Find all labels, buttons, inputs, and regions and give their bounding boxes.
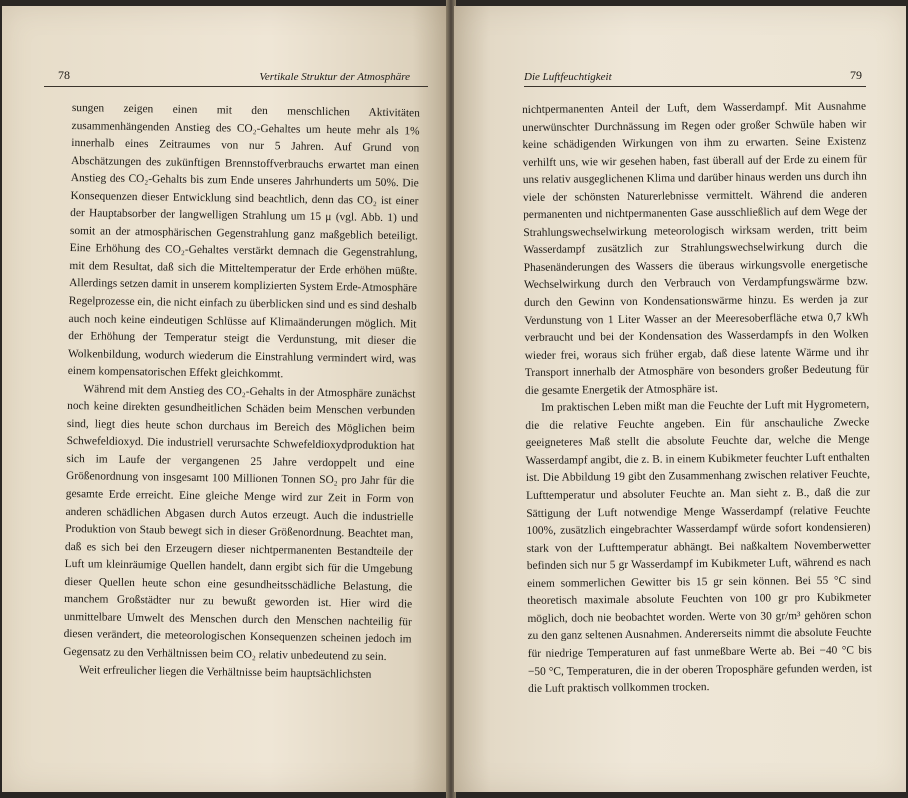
- left-page-body: [63, 100, 420, 684]
- left-running-title: Vertikale Struktur der Atmosphäre: [259, 71, 410, 83]
- right-paragraph-1: nichtpermanenten Anteil der Luft, dem Wasserdampf. Mit Ausnahme unerwünschter Durchnässung im Regen oder großer Schwüle haben wir keine schädigenden Wirkungen von ihm zu erwarten. Seine Existenz verhilft uns, wie wir gesehen haben, fast überall auf der Erde zu einem für uns relativ ausgeglichenen Klima und darüber hinaus werden uns durch ihn viele der schönsten Naturerlebnisse vermittelt. Während die anderen permanenten und nichtpermanenten Gase ausschließlich auf dem Wege der Strahlungswechselwirkung meteorologisch wirksam werden, tritt beim Wasserdampf zusätzlich zur Strahlungswechselwirkung durch die Phasenänderungen des Wassers die überaus wirkungsvolle energetische Wechselwirkung durch den Verbrauch von Verdampfungswärme bzw. durch den Gewinn von Kondensationswärme hinzu. Es werden ja zur Verdunstung von 1 Liter Wasser an der Meeresoberfläche etwa 0,7 kWh verbraucht und bei der Kondensation des Wasserdampfs in den Wolken wieder frei, woraus sich früher ergab, daß diese latente Wärme und ihr Transport innerhalb der Atmosphäre von besonders großer Bedeutung für die gesamte Energetik der Atmosphäre ist.: [522, 100, 869, 397]
- right-running-title: Die Luftfeuchtigkeit: [524, 71, 612, 83]
- right-page: [454, 6, 906, 792]
- right-paragraph-2: Im praktischen Leben mißt man die Feuchte der Luft mit Hygrometern, die die relative Feuchte angeben. Ein für anschauliche Zwecke geeigneteres Maß stellt die absolute Feuchte dar, welche die Menge Wasserdampf angibt, die z. B. in einem Kubikmeter feuchter Luft enthalten ist. Die Abbildung 19 gibt den Zusammenhang zwischen relativer Feuchte, Lufttemperatur und absoluter Feuchte an. Man sieht z. B., daß die zur Sättigung der Luft notwendige Menge Wasserdampf (relative Feuchte 100%, zusätzlich eingebrachter Wasserdampf würde sofort kondensieren) stark von der Lufttemperatur abhängt. Bei naßkaltem Novemberwetter befinden sich nur 5 gr Wasserdampf im Kubikmeter Luft, während es nach einem sommerlichen Gewitter bis 15 gr sein können. Bei 55 °C sind theoretisch maximale absolute Feuchten von 100 gr pro Kubikmeter möglich, doch nie beobachtet worden. Werte von 30 gr/m³ gehören schon zu den ganz seltenen Ausnahmen. Andererseits nimmt die absolute Feuchte für niedrige Temperaturen auf fast unmeßbare Werte ab. Bei −40 °C bis −50 °C, Temperaturen, die in der oberen Troposphäre gefunden werden, ist die Luft praktisch vollkommen trocken.: [525, 398, 873, 696]
- right-page-body: [522, 98, 872, 698]
- left-paragraph-3: Weit erfreulicher liegen die Verhältnisse beim hauptsächlichsten: [78, 663, 372, 681]
- right-page-number: 79: [850, 68, 862, 82]
- right-page-header: [524, 64, 866, 87]
- left-page-number: 78: [58, 68, 70, 82]
- left-paragraph-2: Während mit dem Anstieg des CO₂-Gehalts in der Atmosphäre zunächst noch keine direkten gesundheitlichen Schäden beim Menschen verbunden sind, liegt dies heute schon durchaus im Bereich des Möglichen beim Schwefeldioxyd. Die industriell verursachte Schwefeldioxydproduktion hat sich im Laufe der vergangenen 25 Jahre verdoppelt und eine Größenordnung von insgesamt 100 Millionen Tonnen SO₂ pro Jahr für die gesamte Erde erreicht. Eine gleiche Menge wird zur Zeit in Form von anderen schädlichen Abgasen durch Autos erzeugt. Auch die industrielle Produktion von Staub bewegt sich in dieser Größenordnung. Beachtet man, daß es sich bei den Erzeugern dieser nichtpermanenten Bestandteile der Luft um kleinräumige Quellen handelt, dann ergibt sich für die Umgebung dieser Quellen heute schon eine gesundheitsschädliche Belastung, die manchem Großstädter nur zu bewußt geworden ist. Hier wird die unmittelbare Umwelt des Menschen durch den Menschen nachteilig für diesen verändert, die meteorologischen Konsequenzen scheinen jedoch im Gegensatz zu den Verhältnissen beim CO₂ relativ unbedeutend zu sein.: [63, 382, 416, 663]
- left-paragraph-1: sungen zeigen einen mit den menschlichen Aktivitäten zusammenhängenden Anstieg des CO₂-Gehaltes um heute mehr als 1% innerhalb eines Zeitraumes von nur 5 Jahren. Auf Grund von Abschätzungen des zukünftigen Brennstoffverbrauchs erwartet man einen Anstieg des CO₂-Gehalts bis zum Ende unseres Jahrhunderts um 50%. Die Konsequenzen dieser Entwicklung sind beachtlich, denn das CO₂ ist einer der Hauptabsorber der langwelligen Strahlung um 15 μ (vgl. Abb. 1) und somit an der atmosphärischen Gegenstrahlung ganz maßgeblich beteiligt. Eine Erhöhung des CO₂-Gehaltes verstärkt demnach die Gegenstrahlung, mit dem Resultat, daß sich die Mitteltemperatur der Erde erhöhen müßte. Allerdings setzen damit in unserem komplizierten System Erde-Atmosphäre Regelprozesse ein, die nicht einfach zu überblicken sind und es sind deshalb auch noch keine eindeutigen Schlüsse auf Klimaänderungen möglich. Mit der Erhöhung der Temperatur steigt die Verdunstung, mit dieser die Wolkenbildung, wodurch wiederum die Einstrahlung vermindert wird, was einem kompensatorischen Effekt gleichkommt.: [67, 101, 420, 381]
- left-page: [2, 6, 448, 792]
- left-page-header: [44, 64, 428, 87]
